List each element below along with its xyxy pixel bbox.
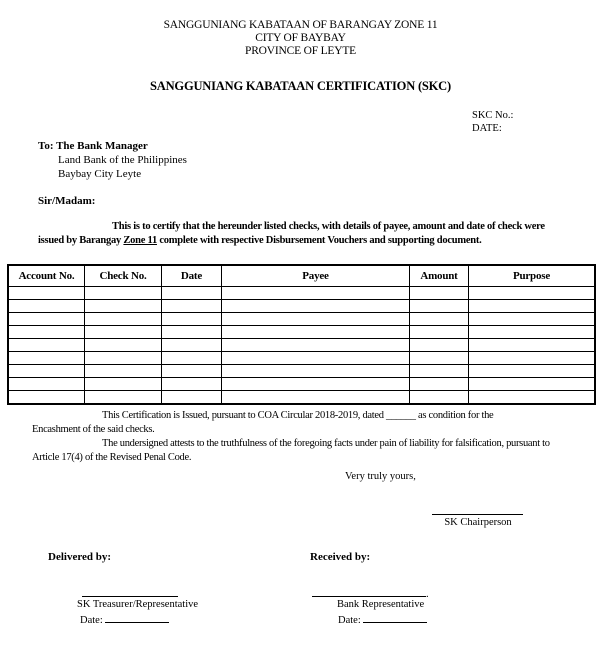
table-row (8, 378, 595, 391)
column-header-account-no: Account No. (8, 265, 85, 287)
empty-cell (469, 339, 596, 352)
table-row (8, 300, 595, 313)
empty-cell (410, 391, 469, 405)
empty-cell (222, 339, 410, 352)
certification-line-1: This Certification is Issued, pursuant to COA Circular 2018-2019, dated ______ as condition for the (102, 410, 494, 421)
skc-no-label: SKC No.: (472, 110, 514, 121)
recipient-block (38, 139, 187, 181)
salutation: Sir/Madam: (38, 195, 96, 207)
empty-cell (469, 300, 596, 313)
empty-cell (469, 313, 596, 326)
empty-cell (162, 339, 222, 352)
column-header-check-no: Check No. (85, 265, 162, 287)
treasurer-label: SK Treasurer/Representative (77, 599, 199, 610)
intro-line-2-post: complete with respective Disbursement Vouchers and supporting document. (156, 235, 482, 246)
certification-line-4: Article 17(4) of the Revised Penal Code. (32, 452, 192, 463)
letterhead-city: CITY OF BAYBAY (255, 31, 346, 44)
certification-paragraph (32, 409, 592, 465)
empty-cell (222, 313, 410, 326)
bank-rep-line-period: . (426, 589, 429, 600)
meta-block (472, 110, 513, 135)
table-row (8, 313, 595, 326)
empty-cell (222, 365, 410, 378)
bank-rep-signature-line (312, 585, 429, 600)
empty-cell (85, 326, 162, 339)
empty-cell (8, 326, 85, 339)
empty-cell (410, 326, 469, 339)
chairperson-label: SK Chairperson (444, 517, 512, 528)
recipient-org: Land Bank of the Philippines (58, 154, 187, 166)
empty-cell (85, 391, 162, 405)
empty-cell (85, 300, 162, 313)
empty-cell (469, 287, 596, 300)
empty-cell (162, 313, 222, 326)
recipient-name: The Bank Manager (56, 140, 148, 152)
checks-table (7, 264, 596, 405)
letterhead-province: PROVINCE OF LEYTE (245, 44, 356, 57)
bank-rep-date-line (338, 612, 427, 626)
empty-cell (410, 300, 469, 313)
empty-cell (8, 300, 85, 313)
chairperson-signature-line (432, 514, 523, 515)
empty-cell (162, 326, 222, 339)
empty-cell (410, 339, 469, 352)
empty-cell (8, 339, 85, 352)
empty-cell (85, 378, 162, 391)
empty-cell (222, 378, 410, 391)
table-row (8, 339, 595, 352)
empty-cell (410, 378, 469, 391)
delivered-by-label: Delivered by: (48, 551, 112, 563)
barangay-zone: Zone 11 (123, 235, 157, 246)
empty-cell (8, 365, 85, 378)
empty-cell (162, 287, 222, 300)
empty-cell (410, 352, 469, 365)
recipient-name-line (38, 139, 187, 153)
empty-cell (8, 313, 85, 326)
empty-cell (85, 352, 162, 365)
empty-cell (469, 352, 596, 365)
empty-cell (222, 287, 410, 300)
empty-cell (8, 287, 85, 300)
certification-line-3: The undersigned attests to the truthfulness of the foregoing facts under pain of liability for falsification, pursuant to (102, 438, 550, 449)
treasurer-signature-line (82, 596, 178, 597)
letterhead (0, 19, 601, 57)
document-title: SANGGUNIANG KABATAAN CERTIFICATION (SKC) (150, 79, 451, 93)
table-row (8, 352, 595, 365)
empty-cell (162, 352, 222, 365)
empty-cell (410, 365, 469, 378)
empty-cell (469, 326, 596, 339)
received-by-label: Received by: (310, 551, 371, 563)
date-label-left: Date: (80, 615, 103, 626)
table-row (8, 326, 595, 339)
valediction: Very truly yours, (345, 471, 416, 482)
empty-cell (8, 391, 85, 405)
table-row (8, 391, 595, 405)
empty-cell (410, 313, 469, 326)
date-label-right: Date: (338, 615, 361, 626)
column-header-amount: Amount (410, 265, 469, 287)
column-header-date: Date (162, 265, 222, 287)
letterhead-org: SANGGUNIANG KABATAAN OF BARANGAY ZONE 11 (163, 19, 438, 31)
empty-cell (469, 391, 596, 405)
empty-cell (8, 378, 85, 391)
recipient-address: Baybay City Leyte (58, 168, 142, 180)
column-header-purpose: Purpose (469, 265, 596, 287)
bank-rep-label: Bank Representative (337, 599, 425, 610)
empty-cell (85, 339, 162, 352)
empty-cell (85, 365, 162, 378)
date-label: DATE: (472, 122, 502, 134)
empty-cell (162, 300, 222, 313)
empty-cell (162, 365, 222, 378)
empty-cell (222, 326, 410, 339)
table-row (8, 287, 595, 300)
empty-cell (222, 391, 410, 405)
empty-cell (469, 378, 596, 391)
empty-cell (222, 352, 410, 365)
to-label: To: (38, 140, 54, 152)
table-row (8, 365, 595, 378)
table-header-row (8, 265, 595, 287)
bank-rep-signature-blank (312, 585, 426, 597)
intro-line-2-pre: issued by Barangay (38, 235, 124, 246)
intro-line-1: This is to certify that the hereunder listed checks, with details of payee, amount and date of check were (112, 221, 545, 232)
empty-cell (85, 313, 162, 326)
empty-cell (469, 365, 596, 378)
empty-cell (410, 287, 469, 300)
intro-line-2 (38, 234, 583, 248)
date-blank-right (363, 612, 427, 623)
empty-cell (85, 287, 162, 300)
intro-paragraph (38, 220, 583, 248)
column-header-payee: Payee (222, 265, 410, 287)
empty-cell (8, 352, 85, 365)
treasurer-date-line (80, 612, 169, 626)
empty-cell (162, 378, 222, 391)
date-blank-left (105, 612, 169, 623)
certification-line-2: Encashment of the said checks. (32, 424, 155, 435)
empty-cell (222, 300, 410, 313)
empty-cell (162, 391, 222, 405)
